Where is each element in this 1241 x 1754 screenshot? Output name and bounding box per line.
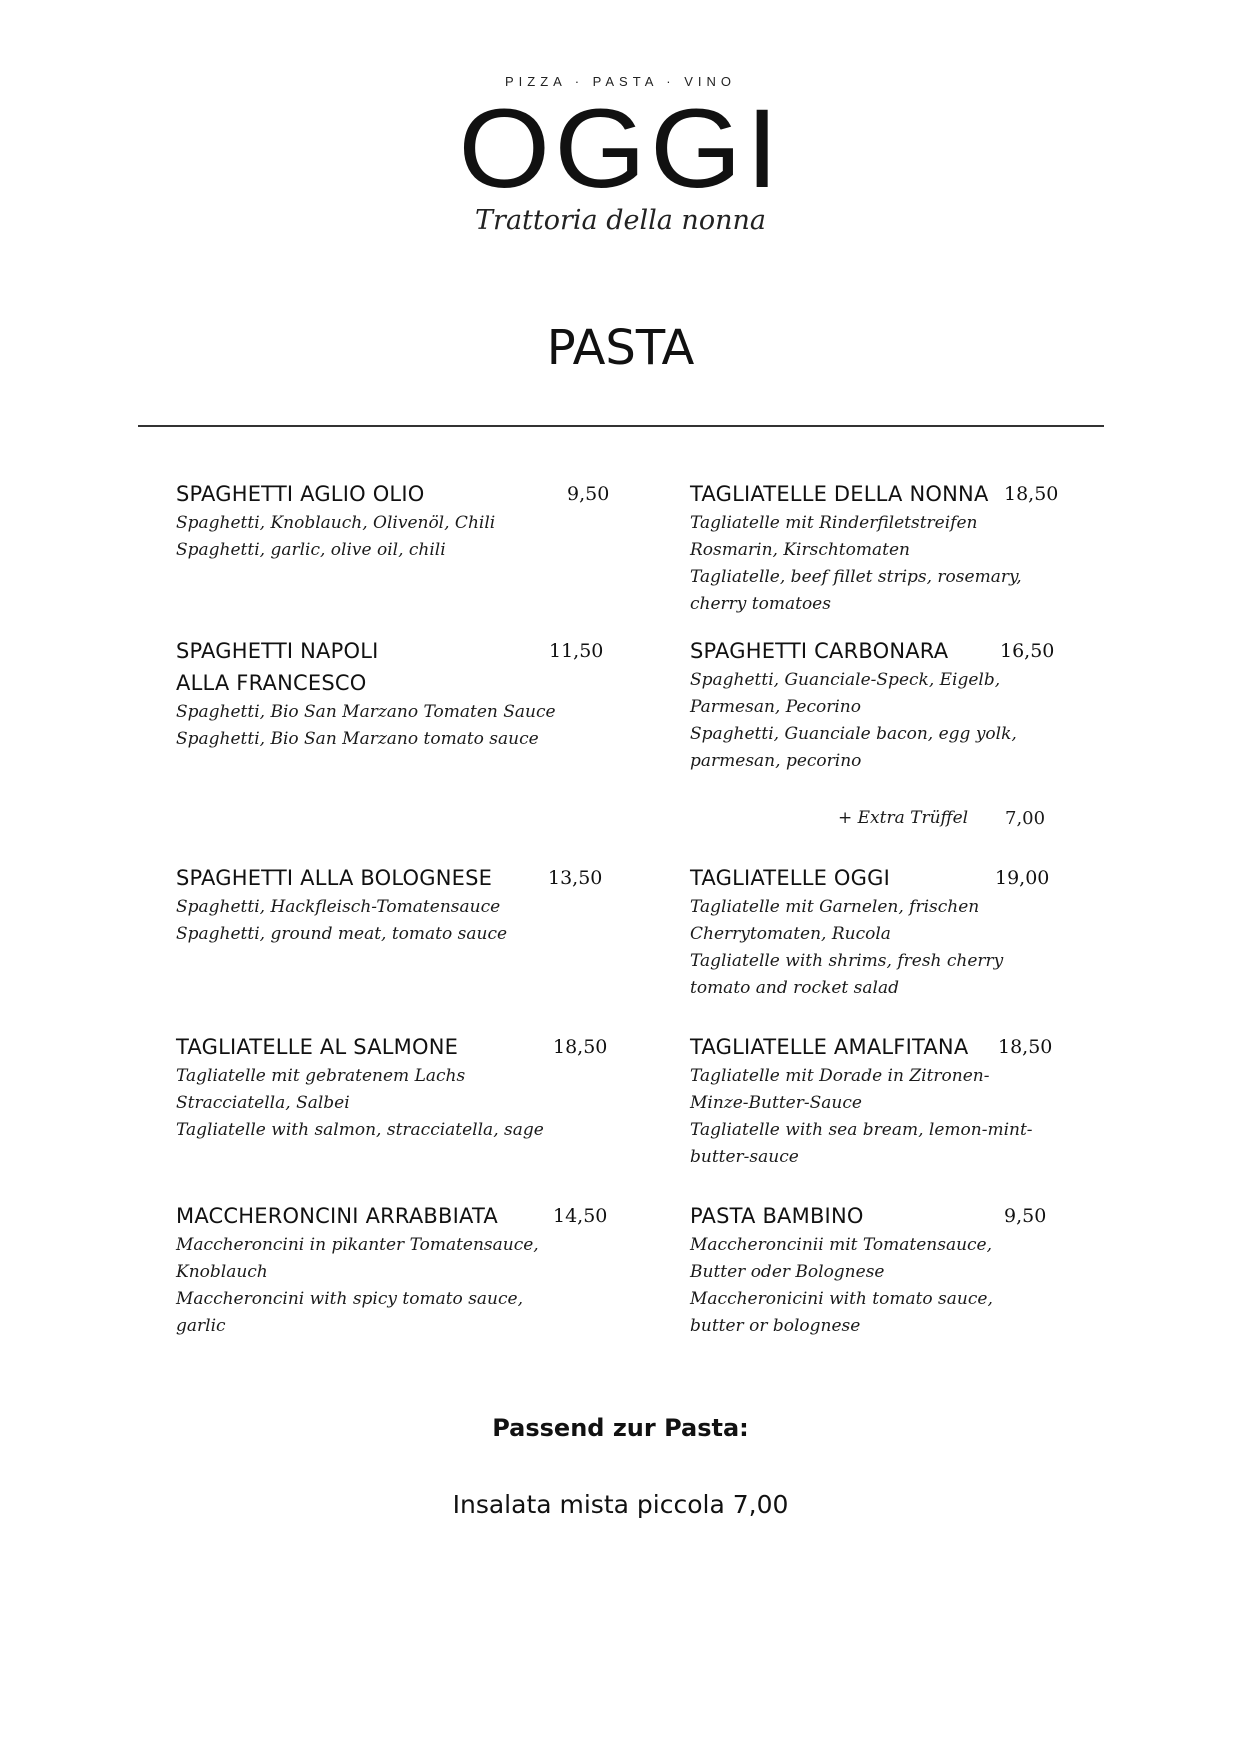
dish-description-de: Tagliatelle mit gebratenem Lachs xyxy=(176,1066,466,1086)
dish-description-de: Cherrytomaten, Rucola xyxy=(690,924,891,944)
restaurant-script-subtitle: Trattoria della nonna xyxy=(475,205,766,236)
menu-item xyxy=(176,862,616,948)
dish-name: SPAGHETTI CARBONARA xyxy=(690,639,949,663)
dish-description-en: garlic xyxy=(176,1316,226,1336)
dish-name: SPAGHETTI ALLA BOLOGNESE xyxy=(176,866,493,890)
dish-description-en: Spaghetti, Bio San Marzano tomato sauce xyxy=(176,729,539,749)
dish-description-de: Maccheroncini in pikanter Tomatensauce, xyxy=(176,1235,539,1255)
dish-description-de: Minze-Butter-Sauce xyxy=(690,1093,862,1113)
dish-description-de: Maccheroncinii mit Tomatensauce, xyxy=(690,1235,993,1255)
dish-price: 18,50 xyxy=(553,1036,608,1058)
dish-price: 11,50 xyxy=(549,640,604,662)
menu-item xyxy=(690,635,1090,775)
dish-description-en: Tagliatelle with sea bream, lemon-mint- xyxy=(690,1120,1033,1140)
dish-name: TAGLIATELLE DELLA NONNA xyxy=(690,482,989,506)
page-title: PASTA xyxy=(546,320,695,376)
dish-description-de: Spaghetti, Guanciale-Speck, Eigelb, xyxy=(690,670,1001,690)
dish-description-en: tomato and rocket salad xyxy=(690,978,899,998)
dish-description-en: butter or bolognese xyxy=(690,1316,861,1336)
dish-description-de: Stracciatella, Salbei xyxy=(176,1093,350,1113)
menu-item xyxy=(176,478,616,564)
dish-description-de: Parmesan, Pecorino xyxy=(690,697,861,717)
dish-description-en: Spaghetti, ground meat, tomato sauce xyxy=(176,924,508,944)
extra-truffle-label: + Extra Trüffel xyxy=(838,808,969,828)
dish-price: 19,00 xyxy=(995,867,1050,889)
restaurant-tagline: PIZZA · PASTA · VINO xyxy=(505,74,736,89)
dish-name: TAGLIATELLE AL SALMONE xyxy=(176,1035,459,1059)
dish-description-en: Maccheroncini with spicy tomato sauce, xyxy=(176,1289,523,1309)
dish-description-de: Rosmarin, Kirschtomaten xyxy=(690,540,910,560)
dish-price: 18,50 xyxy=(1004,483,1059,505)
dish-description-en: cherry tomatoes xyxy=(690,594,831,614)
dish-price: 14,50 xyxy=(553,1205,608,1227)
dish-description-en: Spaghetti, garlic, olive oil, chili xyxy=(176,540,446,560)
sides-heading: Passend zur Pasta: xyxy=(492,1414,749,1442)
dish-description-en: butter-sauce xyxy=(690,1147,799,1167)
dish-description-de: Spaghetti, Bio San Marzano Tomaten Sauce xyxy=(176,702,556,722)
menu-item xyxy=(176,1031,616,1144)
dish-name: MACCHERONCINI ARRABBIATA xyxy=(176,1204,498,1228)
menu-item xyxy=(690,1200,1090,1340)
menu-item xyxy=(690,478,1090,618)
dish-description-de: Tagliatelle mit Garnelen, frischen xyxy=(690,897,980,917)
dish-description-en: Tagliatelle with salmon, stracciatella, sage xyxy=(176,1120,544,1140)
dish-price: 16,50 xyxy=(1000,640,1055,662)
dish-description-en: Spaghetti, Guanciale bacon, egg yolk, xyxy=(690,724,1017,744)
extra-truffle-price: 7,00 xyxy=(1005,808,1046,829)
dish-name: PASTA BAMBINO xyxy=(690,1204,864,1228)
dish-price: 13,50 xyxy=(548,867,603,889)
dish-description-de: Butter oder Bolognese xyxy=(690,1262,885,1282)
dish-name: TAGLIATELLE OGGI xyxy=(690,866,891,890)
side-dish-item: Insalata mista piccola 7,00 xyxy=(452,1490,789,1519)
dish-description-en: Maccheronicini with tomato sauce, xyxy=(690,1289,993,1309)
restaurant-logo: OGGI xyxy=(458,86,783,212)
dish-price: 18,50 xyxy=(998,1036,1053,1058)
menu-item xyxy=(176,635,616,753)
dish-name-line-2: ALLA FRANCESCO xyxy=(176,671,367,695)
dish-name: TAGLIATELLE AMALFITANA xyxy=(690,1035,969,1059)
dish-description-de: Spaghetti, Hackfleisch-Tomatensauce xyxy=(176,897,501,917)
dish-description-en: parmesan, pecorino xyxy=(690,751,862,771)
menu-item xyxy=(690,862,1090,1002)
dish-price: 9,50 xyxy=(567,483,610,505)
dish-price: 9,50 xyxy=(1004,1205,1047,1227)
dish-description-de: Spaghetti, Knoblauch, Olivenöl, Chili xyxy=(176,513,496,533)
dish-description-de: Knoblauch xyxy=(176,1262,268,1282)
dish-name: SPAGHETTI AGLIO OLIO xyxy=(176,482,425,506)
dish-description-de: Tagliatelle mit Dorade in Zitronen- xyxy=(690,1066,990,1086)
dish-description-de: Tagliatelle mit Rinderfiletstreifen xyxy=(690,513,978,533)
divider xyxy=(138,425,1104,427)
menu-item xyxy=(176,1200,616,1340)
dish-name: SPAGHETTI NAPOLI xyxy=(176,639,379,663)
menu-item xyxy=(690,1031,1090,1171)
dish-description-en: Tagliatelle, beef fillet strips, rosemary, xyxy=(690,567,1022,587)
dish-description-en: Tagliatelle with shrims, fresh cherry xyxy=(690,951,1004,971)
